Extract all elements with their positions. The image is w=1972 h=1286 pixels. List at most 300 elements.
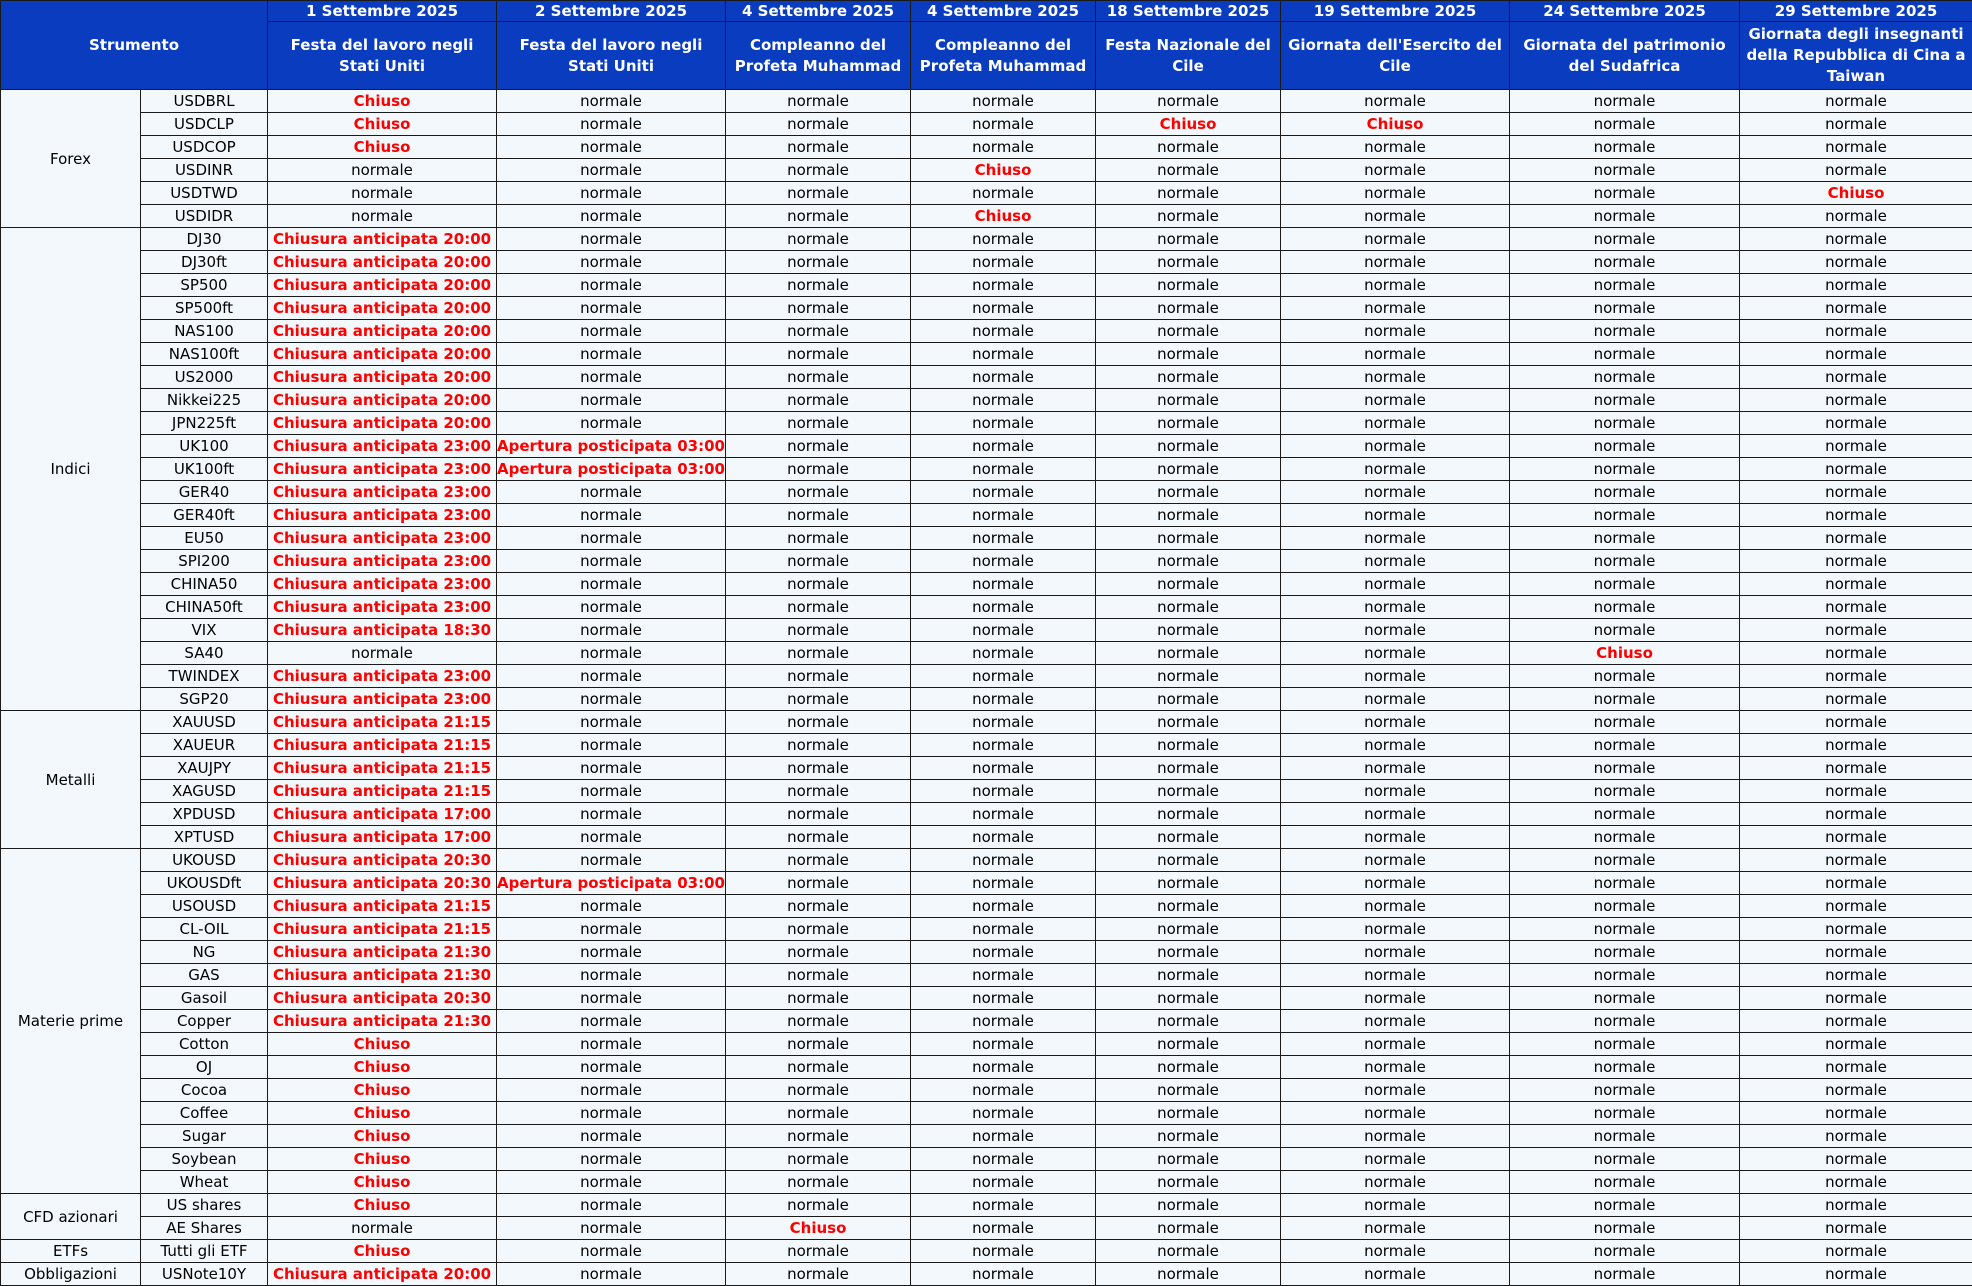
status-cell-special: Chiusura anticipata 20:00 [268,1263,497,1286]
status-cell: normale [1096,504,1281,527]
column-holiday-header: Festa del lavoro negli Stati Uniti [268,22,497,90]
status-cell: normale [1510,1102,1740,1125]
status-cell-special: Chiusura anticipata 20:00 [268,297,497,320]
status-cell: normale [1281,458,1510,481]
instrument-cell: US shares [141,1194,268,1217]
status-cell: normale [726,297,911,320]
status-cell: normale [911,780,1096,803]
status-cell: normale [1096,688,1281,711]
status-cell: normale [1096,872,1281,895]
table-row [1,895,1972,918]
instrument-cell: GAS [141,964,268,987]
status-cell: normale [1281,1171,1510,1194]
table-row [1,297,1972,320]
status-cell: normale [911,665,1096,688]
status-cell: normale [1510,872,1740,895]
table-row [1,251,1972,274]
status-cell: normale [726,1056,911,1079]
status-cell-special: Chiusura anticipata 21:30 [268,941,497,964]
status-cell: normale [1510,757,1740,780]
status-cell: normale [1740,343,1972,366]
status-cell: normale [1510,527,1740,550]
instrument-cell: UKOUSD [141,849,268,872]
status-cell: normale [911,895,1096,918]
table-row [1,1125,1972,1148]
status-cell: normale [1096,826,1281,849]
status-cell: normale [1740,826,1972,849]
status-cell: normale [1740,619,1972,642]
status-cell: normale [1281,550,1510,573]
status-cell: normale [1281,918,1510,941]
instrument-cell: USDCOP [141,136,268,159]
status-cell: normale [726,1240,911,1263]
column-holiday-header: Festa del lavoro negli Stati Uniti [497,22,726,90]
status-cell: normale [497,1125,726,1148]
status-cell: normale [1281,895,1510,918]
instrument-cell: Coffee [141,1102,268,1125]
status-cell: normale [1096,941,1281,964]
status-cell-special: Chiusura anticipata 23:00 [268,550,497,573]
status-cell: normale [911,251,1096,274]
instrument-cell: AE Shares [141,1217,268,1240]
instrument-cell: Tutti gli ETF [141,1240,268,1263]
table-row [1,619,1972,642]
category-cell: Indici [1,228,141,711]
status-cell: normale [497,297,726,320]
status-cell: normale [1096,757,1281,780]
status-cell: normale [726,688,911,711]
table-row [1,849,1972,872]
status-cell: normale [1510,1056,1740,1079]
status-cell: normale [726,481,911,504]
status-cell: normale [911,90,1096,113]
status-cell: normale [1096,412,1281,435]
instrument-cell: Cotton [141,1033,268,1056]
status-cell-special: Apertura posticipata 03:00 [497,435,726,458]
instrument-cell: Nikkei225 [141,389,268,412]
status-cell: normale [1510,918,1740,941]
status-cell: normale [1510,803,1740,826]
status-cell: normale [726,527,911,550]
table-row [1,1263,1972,1286]
status-cell: normale [1510,205,1740,228]
status-cell-special: Chiuso [1510,642,1740,665]
category-cell: Obbligazioni [1,1263,141,1286]
status-cell: normale [1740,1102,1972,1125]
status-cell: normale [497,343,726,366]
status-cell: normale [497,320,726,343]
status-cell: normale [1510,596,1740,619]
status-cell: normale [497,182,726,205]
table-row [1,1148,1972,1171]
instrument-cell: DJ30 [141,228,268,251]
status-cell: normale [726,987,911,1010]
status-cell: normale [497,941,726,964]
column-holiday-header: Compleanno del Profeta Muhammad [726,22,911,90]
status-cell: normale [1510,113,1740,136]
status-cell-special: Chiusura anticipata 20:00 [268,389,497,412]
status-cell: normale [1510,435,1740,458]
column-date-header: 18 Settembre 2025 [1096,1,1281,22]
instrument-cell: VIX [141,619,268,642]
instrument-cell: XAUEUR [141,734,268,757]
instrument-cell: XAGUSD [141,780,268,803]
status-cell: normale [1740,136,1972,159]
holiday-header-row [1,22,1972,90]
status-cell: normale [1096,642,1281,665]
status-cell-special: Chiusura anticipata 20:00 [268,251,497,274]
status-cell: normale [1281,1033,1510,1056]
status-cell-special: Chiuso [1096,113,1281,136]
instrument-cell: USDTWD [141,182,268,205]
status-cell: normale [1740,757,1972,780]
status-cell: normale [726,849,911,872]
table-row [1,1033,1972,1056]
status-cell: normale [1096,573,1281,596]
status-cell: normale [726,550,911,573]
status-cell: normale [1740,987,1972,1010]
instrument-cell: NAS100 [141,320,268,343]
status-cell: normale [726,1079,911,1102]
status-cell-special: Chiusura anticipata 20:30 [268,987,497,1010]
status-cell: normale [1281,872,1510,895]
status-cell-special: Chiusura anticipata 21:15 [268,734,497,757]
status-cell: normale [497,642,726,665]
status-cell: normale [1096,320,1281,343]
status-cell: normale [1510,1171,1740,1194]
status-cell: normale [1740,734,1972,757]
status-cell: normale [911,366,1096,389]
status-cell: normale [1510,412,1740,435]
status-cell: normale [1096,228,1281,251]
table-row [1,1171,1972,1194]
instrument-cell: SA40 [141,642,268,665]
status-cell-special: Chiusura anticipata 20:00 [268,412,497,435]
status-cell: normale [726,113,911,136]
status-cell-special: Chiusura anticipata 23:00 [268,481,497,504]
status-cell: normale [911,573,1096,596]
status-cell: normale [1096,1263,1281,1286]
status-cell: normale [1740,90,1972,113]
status-cell: normale [911,688,1096,711]
table-row [1,711,1972,734]
status-cell: normale [1740,1010,1972,1033]
status-cell: normale [1096,435,1281,458]
status-cell-special: Chiuso [268,113,497,136]
status-cell: normale [1096,182,1281,205]
status-cell: normale [911,113,1096,136]
status-cell: normale [497,1056,726,1079]
status-cell: normale [1740,1194,1972,1217]
status-cell: normale [1740,711,1972,734]
status-cell: normale [1740,1240,1972,1263]
status-cell: normale [1281,665,1510,688]
status-cell: normale [1096,274,1281,297]
status-cell: normale [1740,504,1972,527]
status-cell: normale [1740,941,1972,964]
table-row [1,1217,1972,1240]
status-cell: normale [497,573,726,596]
status-cell: normale [911,1010,1096,1033]
status-cell: normale [911,481,1096,504]
status-cell: normale [911,734,1096,757]
table-row [1,113,1972,136]
status-cell: normale [1281,1056,1510,1079]
status-cell: normale [911,826,1096,849]
status-cell: normale [726,964,911,987]
status-cell: normale [497,113,726,136]
column-date-header: 1 Settembre 2025 [268,1,497,22]
status-cell: normale [1096,1102,1281,1125]
instrument-cell: SP500 [141,274,268,297]
status-cell: normale [911,1148,1096,1171]
instrument-cell: XAUUSD [141,711,268,734]
status-cell: normale [911,642,1096,665]
status-cell: normale [497,1263,726,1286]
status-cell: normale [497,1102,726,1125]
table-row [1,343,1972,366]
status-cell: normale [1096,619,1281,642]
instrument-cell: SP500ft [141,297,268,320]
status-cell: normale [726,1263,911,1286]
instrument-cell: US2000 [141,366,268,389]
status-cell: normale [1096,803,1281,826]
status-cell: normale [726,228,911,251]
instrument-cell: Wheat [141,1171,268,1194]
status-cell-special: Chiusura anticipata 20:00 [268,274,497,297]
status-cell: normale [726,320,911,343]
status-cell: normale [1096,849,1281,872]
status-cell: normale [497,711,726,734]
instrument-cell: NG [141,941,268,964]
status-cell: normale [1740,665,1972,688]
status-cell: normale [1740,688,1972,711]
status-cell: normale [268,205,497,228]
status-cell: normale [1096,596,1281,619]
status-cell: normale [1281,1263,1510,1286]
column-date-header: 24 Settembre 2025 [1510,1,1740,22]
status-cell: normale [497,826,726,849]
status-cell: normale [1510,1125,1740,1148]
status-cell: normale [1281,1125,1510,1148]
status-cell: normale [1740,642,1972,665]
status-cell: normale [1510,504,1740,527]
instrument-cell: CL-OIL [141,918,268,941]
status-cell: normale [911,412,1096,435]
status-cell-special: Chiuso [726,1217,911,1240]
status-cell: normale [1510,619,1740,642]
status-cell: normale [1096,780,1281,803]
status-cell: normale [911,504,1096,527]
status-cell: normale [726,642,911,665]
status-cell: normale [1740,481,1972,504]
status-cell: normale [911,228,1096,251]
status-cell: normale [1096,1171,1281,1194]
status-cell: normale [1281,1240,1510,1263]
status-cell: normale [1510,826,1740,849]
status-cell: normale [911,1125,1096,1148]
table-row [1,182,1972,205]
instrument-cell: USDCLP [141,113,268,136]
table-row [1,780,1972,803]
status-cell: normale [726,872,911,895]
status-cell: normale [497,550,726,573]
instrument-cell: NAS100ft [141,343,268,366]
status-cell: normale [497,596,726,619]
status-cell: normale [1740,1056,1972,1079]
status-cell: normale [1740,205,1972,228]
status-cell: normale [726,780,911,803]
status-cell: normale [911,297,1096,320]
status-cell: normale [911,136,1096,159]
status-cell-special: Chiusura anticipata 21:30 [268,964,497,987]
status-cell-special: Chiusura anticipata 23:00 [268,527,497,550]
status-cell: normale [1096,1240,1281,1263]
status-cell: normale [1096,159,1281,182]
table-row [1,734,1972,757]
status-cell-special: Chiuso [268,1171,497,1194]
status-cell: normale [726,596,911,619]
status-cell: normale [911,1056,1096,1079]
instrument-cell: SPI200 [141,550,268,573]
status-cell-special: Chiusura anticipata 23:00 [268,573,497,596]
table-row [1,458,1972,481]
status-cell: normale [1740,596,1972,619]
status-cell: normale [1510,1033,1740,1056]
status-cell: normale [1281,780,1510,803]
status-cell-special: Chiusura anticipata 23:00 [268,504,497,527]
column-holiday-header: Giornata del patrimonio del Sudafrica [1510,22,1740,90]
status-cell: normale [1281,1194,1510,1217]
status-cell: normale [268,642,497,665]
status-cell: normale [726,343,911,366]
status-cell: normale [726,205,911,228]
status-cell: normale [497,734,726,757]
status-cell: normale [497,90,726,113]
instrument-cell: Cocoa [141,1079,268,1102]
status-cell: normale [1281,274,1510,297]
status-cell-special: Chiusura anticipata 23:00 [268,665,497,688]
status-cell: normale [1740,780,1972,803]
table-row [1,1102,1972,1125]
instrument-cell: Sugar [141,1125,268,1148]
status-cell: normale [268,182,497,205]
status-cell: normale [1281,688,1510,711]
instrument-cell: EU50 [141,527,268,550]
status-cell: normale [1281,711,1510,734]
status-cell: normale [1510,780,1740,803]
status-cell: normale [1510,1148,1740,1171]
instrument-cell: USDIDR [141,205,268,228]
status-cell: normale [1510,297,1740,320]
table-row [1,1010,1972,1033]
status-cell-special: Chiuso [268,1079,497,1102]
status-cell: normale [1740,297,1972,320]
status-cell-special: Chiuso [268,1033,497,1056]
status-cell: normale [726,504,911,527]
status-cell: normale [1740,803,1972,826]
status-cell: normale [911,435,1096,458]
status-cell-special: Apertura posticipata 03:00 [497,458,726,481]
status-cell-special: Chiusura anticipata 21:15 [268,780,497,803]
status-cell-special: Chiuso [268,136,497,159]
status-cell: normale [1096,136,1281,159]
status-cell: normale [1281,527,1510,550]
status-cell: normale [1096,389,1281,412]
status-cell-special: Chiusura anticipata 17:00 [268,826,497,849]
status-cell-special: Chiusura anticipata 23:00 [268,596,497,619]
status-cell: normale [911,1033,1096,1056]
status-cell: normale [1096,1079,1281,1102]
status-cell: normale [1740,159,1972,182]
table-row [1,918,1972,941]
table-row [1,826,1972,849]
status-cell: normale [1740,527,1972,550]
status-cell: normale [497,1148,726,1171]
status-cell: normale [1281,734,1510,757]
instrument-cell: UK100ft [141,458,268,481]
instrument-cell: DJ30ft [141,251,268,274]
status-cell-special: Chiusura anticipata 20:30 [268,849,497,872]
status-cell: normale [1740,412,1972,435]
status-cell: normale [1281,251,1510,274]
status-cell: normale [726,665,911,688]
status-cell: normale [1740,1263,1972,1286]
status-cell: normale [726,389,911,412]
status-cell: normale [497,366,726,389]
category-cell: Metalli [1,711,141,849]
table-row [1,1240,1972,1263]
status-cell: normale [497,1033,726,1056]
status-cell: normale [726,573,911,596]
table-header [1,1,1972,90]
status-cell: normale [911,527,1096,550]
status-cell: normale [1740,251,1972,274]
category-cell: Materie prime [1,849,141,1194]
status-cell: normale [726,826,911,849]
status-cell: normale [1510,90,1740,113]
table-row [1,941,1972,964]
status-cell: normale [1510,1194,1740,1217]
table-row [1,389,1972,412]
table-row [1,688,1972,711]
table-row [1,665,1972,688]
status-cell: normale [1510,711,1740,734]
status-cell: normale [1096,343,1281,366]
status-cell: normale [726,1102,911,1125]
status-cell: normale [1510,228,1740,251]
status-cell: normale [1510,573,1740,596]
status-cell: normale [726,941,911,964]
status-cell: normale [1510,159,1740,182]
instrument-cell: UK100 [141,435,268,458]
column-date-header: 4 Settembre 2025 [726,1,911,22]
status-cell: normale [911,1079,1096,1102]
status-cell: normale [1281,159,1510,182]
instrument-cell: USDINR [141,159,268,182]
status-cell: normale [1096,297,1281,320]
status-cell: normale [1281,849,1510,872]
status-cell-special: Chiuso [1281,113,1510,136]
status-cell: normale [1281,1148,1510,1171]
table-row [1,550,1972,573]
status-cell: normale [497,1010,726,1033]
status-cell: normale [1510,550,1740,573]
instrument-cell: XAUJPY [141,757,268,780]
status-cell: normale [1510,941,1740,964]
status-cell: normale [1740,113,1972,136]
status-cell: normale [911,550,1096,573]
